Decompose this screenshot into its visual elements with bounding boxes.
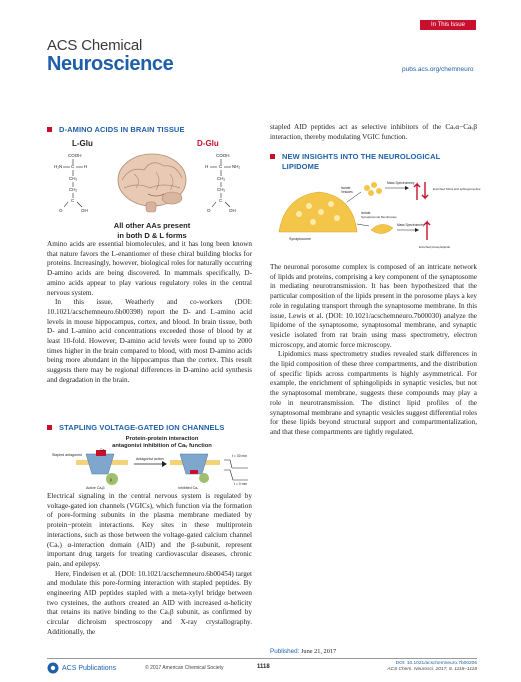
enriched-label-1: Enriched TAGs and sphingomyeline	[433, 187, 481, 191]
section-heading-line1: NEW INSIGHTS INTO THE NEUROLOGICAL	[282, 152, 441, 161]
figure2-title-line2: antagonist inhibition of Caᵥ function	[112, 443, 212, 449]
vesicles-label: Vesicles	[341, 190, 353, 194]
lipidome-diagram	[275, 174, 481, 256]
journal-url[interactable]: pubs.acs.org/chemneuro	[402, 66, 474, 73]
page-number: 1118	[257, 664, 270, 670]
footer-citation	[373, 661, 477, 673]
section1-paragraph-2	[47, 298, 252, 385]
figure1-caption-line2: in both D & L forms	[117, 231, 187, 240]
cav-label: Caᵥ	[100, 448, 106, 452]
d-c-acid: C	[219, 198, 223, 203]
brain-icon	[118, 154, 186, 212]
isolate-label-2: Isolate	[361, 211, 371, 215]
figure-amino-acids	[52, 136, 252, 240]
published-date	[270, 648, 336, 655]
published-label: Published:	[270, 648, 300, 655]
copyright: © 2017 American Chemical Society	[145, 665, 224, 671]
section-heading-line2: LIPIDOME	[282, 161, 320, 171]
l-o: O	[59, 208, 63, 213]
journal-name	[47, 38, 173, 74]
d-c: C	[219, 164, 223, 169]
l-cooh: COOH	[68, 153, 82, 158]
section-heading-text	[282, 152, 440, 171]
acs-publications-text: ACS Publications	[62, 664, 117, 672]
section3-paragraph-2: Lipidomics mass spectrometry studies revealed stark differences in the lipid composition of these three compartments, and the distribution of specific lipids across compartments is highly asymmetrical. For example, the enrichment of sphingolipids in synaptic vesicles, but not the synaptosomal membrane, suggests these compounds may play a role in neurotransmission. The distinct lipid profiles of the synaptosomal membrane and synaptic vesicles suggest differential roles for these lipids beyond structural support and compartmentalization, and that these compartments are tightly regulated.	[270, 350, 477, 436]
inhibited-channel-icon	[170, 454, 220, 483]
enrichment-arrows-icon-1	[414, 182, 428, 200]
membranes-icon	[371, 224, 393, 233]
antagonist-action-label: Antagonist action	[136, 457, 164, 461]
mass-spec-label-1: Mass Spectrometry	[387, 181, 415, 185]
acs-logo-icon	[47, 662, 59, 674]
figure-lipidome	[275, 174, 481, 256]
figure1-caption-line1: All other AAs present	[113, 221, 191, 230]
journal-name-bottom: Neuroscience	[47, 53, 174, 75]
stapled-antagonist-label: Stapled antagonist	[52, 453, 82, 457]
journal-name-top: ACS Chemical	[47, 37, 143, 54]
membranes-label: Synaptosomal Membranes	[361, 215, 397, 219]
d-oh: OH	[229, 208, 236, 213]
section-heading-d-amino-acids	[47, 125, 252, 135]
d-glu-label: D-Glu	[197, 139, 219, 148]
synaptosome-icon	[279, 192, 357, 232]
in-this-issue-badge: In This Issue	[420, 20, 476, 30]
figure2-title-line1: Protein-protein interaction	[125, 436, 199, 442]
section1-body	[47, 240, 252, 386]
l-c: C	[71, 164, 75, 169]
synaptosome-label: Synaptosome	[289, 237, 311, 241]
section3-body	[270, 263, 477, 438]
l-glu-label: L-Glu	[72, 139, 93, 148]
l-h: H	[84, 164, 88, 169]
d-ch2-a: CH₂	[217, 176, 226, 181]
l-h2n: H₂N	[54, 164, 63, 169]
enrichment-arrow-icon-2	[424, 222, 430, 240]
t30-label: t = 30 min	[232, 454, 247, 458]
l-ch2-a: CH₂	[69, 176, 78, 181]
active-label: Active Caᵥβ	[86, 486, 105, 490]
section1-paragraph-2-text: (DOI: 10.1021/acschemneuro.6b00398) report the D- and L-amino acid levels in mouse hippocampus, cortex, and blood. In brain tissue, both D- and L-amino acid concentrations exceeded those of blood by at least 10-fold. However, D-amino acid levels were found up to 2000 times higher in the brain compared to blood, with most D-amino acids being more abundant in the hippocampus than the cortex. This result suggests there may be regional differences in D-amino acid synthesis and degradation in the brain.	[47, 298, 252, 384]
section2-paragraph-2: Here, Findeisen et al. (DOI: 10.1021/acschemneuro.6b00454) target and modulate this pore-forming interaction with stapled peptides. By engineering AID peptides stapled with a meta-xylyl bridge between two cysteines, the authors created an AID with increased α-helicity that retains its native binding to the Caᵥβ subunit, as confirmed by circular dichroism spectroscopy and X-ray crystallography. Additionally, the	[47, 569, 252, 636]
section2-continuation: stapled AID peptides act as selective inhibitors of the Caᵥα−Caᵥβ interaction, thereby modulating VGIC function.	[270, 123, 477, 141]
isolate-label-1: Isolate	[341, 186, 351, 190]
section-heading-text: STAPLING VOLTAGE-GATED ION CHANNELS	[59, 423, 225, 432]
vesicles-icon	[364, 182, 382, 196]
section-heading-text: D-AMINO ACIDS IN BRAIN TISSUE	[59, 125, 185, 134]
d-nh2: NH₂	[232, 164, 241, 169]
figure-ion-channels	[52, 434, 252, 490]
footer-doi[interactable]: DOI: 10.1021/acschemneuro.7b00206	[395, 661, 477, 666]
acs-publications-logo[interactable]	[47, 662, 116, 674]
d-h: H	[205, 164, 209, 169]
mass-spec-label-2: Mass Spectrometry	[397, 223, 425, 227]
l-c-acid: C	[71, 198, 75, 203]
section-marker	[270, 154, 275, 159]
section2-body	[47, 492, 252, 638]
section1-paragraph-1: Amino acids are essential biomolecules, and it has long been known that nature favors the L-enantiomer of these chiral building blocks for proteins. Increasingly, however, biological roles for naturally occurring D-amino acids are being discovered. In mammals specifically, D-amino acids appear to play various regulatory roles in the central nervous system.	[47, 240, 252, 297]
section2-paragraph-1: Electrical signaling in the central nervous system is regulated by voltage-gated ion channels (VGICs), which function via the formation of pore-forming subunits in the plasma membrane mediated by protein−protein interactions. Key sites in these multiprotein interactions, such as those between the voltage-gated calcium channel (Caᵥ) α-interaction domain (AID) and the β-subunit, represent important drug targets for treating cardiovascular diseases, chronic pain, and epilepsy.	[47, 492, 252, 568]
t0-label: t = 0 min	[234, 482, 248, 486]
published-date-value: June 21, 2017	[300, 648, 337, 655]
section-marker	[47, 127, 52, 132]
l-oh: OH	[81, 208, 88, 213]
section-heading-stapling	[47, 423, 252, 433]
footer-citation-text: ACS Chem. Neurosci. 2017, 8, 1118−1118	[387, 667, 477, 672]
section-heading-lipidome	[270, 152, 477, 171]
d-ch2-b: CH₂	[217, 187, 226, 192]
d-cooh: COOH	[216, 153, 230, 158]
section3-paragraph-1: The neuronal porosome complex is composed of an intricate network of lipids and proteins, comprising a key component of the synaptosome in mediating neurotransmission. It has been hypothesized that the particular composition of the lipids present in the porosome plays a key role in regulating transport through the synaptosome membrane. In this issue, Lewis et al. (DOI: 10.1021/acschemneuro.7b00030) analyze the lipidome of the synaptosome, synaptosomal membrane, and synaptic vesicle isolated from rat brain using mass spectrometry, electron microscopy, and atomic force microscopy.	[270, 263, 477, 349]
l-ch2-b: CH₂	[69, 187, 78, 192]
inhibited-label: Inhibited Caᵥ	[178, 486, 199, 490]
enriched-label-2: Enriched phospholipids	[419, 245, 451, 249]
d-o: O	[207, 208, 211, 213]
current-trace-icon	[224, 460, 248, 480]
amino-acid-diagram	[52, 136, 252, 240]
active-channel-icon	[76, 450, 128, 485]
footer-divider	[47, 658, 477, 659]
section1-paragraph-2-lead: In this issue, Weatherly and co-workers	[55, 298, 223, 307]
beta-label: β	[110, 478, 112, 482]
section-marker	[47, 425, 52, 430]
ion-channel-diagram	[52, 434, 252, 490]
